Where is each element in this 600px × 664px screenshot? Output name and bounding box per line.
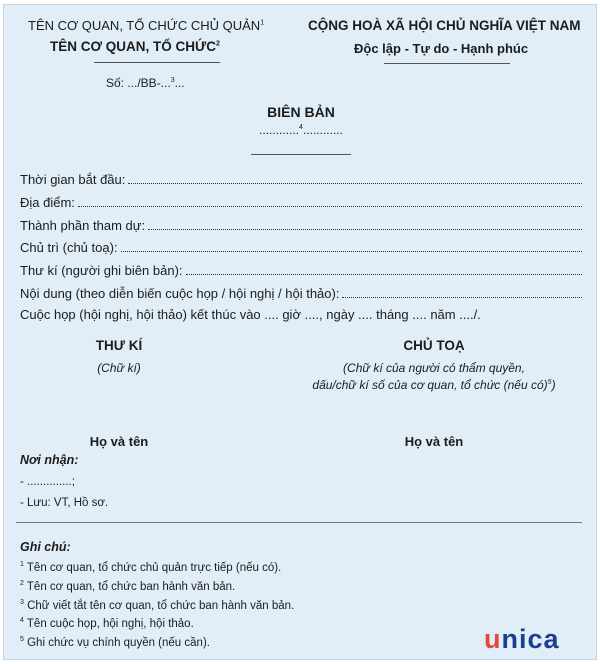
recipient-item: - ..............; bbox=[20, 476, 75, 488]
note-item: $^1$ Tên cơ quan, tổ chức chủ quản trực tiếp (nếu có). bbox=[20, 561, 282, 574]
notes-label: Ghi chú: bbox=[20, 540, 71, 554]
motto-underline bbox=[384, 63, 510, 64]
chair-title: CHỦ TOẠ bbox=[403, 338, 465, 353]
chair-sign-note-1: (Chữ kí của người có thẩm quyền, bbox=[343, 361, 525, 375]
chair-sign-note-2: dấu/chữ kí số của cơ quan, tổ chức (nếu có)$^5$) bbox=[312, 378, 556, 392]
document-title: BIÊN BẢN bbox=[267, 104, 335, 120]
secretary-sign-note: (Chữ kí) bbox=[97, 361, 141, 375]
unica-logo: unica bbox=[484, 624, 560, 654]
recipient-archive: - Lưu: VT, Hồ sơ. bbox=[20, 497, 109, 509]
field-secretary: Thư kí (người ghi biên bản): bbox=[20, 263, 582, 281]
document-number: Số: .../BB-...$^3$... bbox=[106, 76, 185, 90]
document-sheet bbox=[3, 4, 597, 660]
agency-name: TÊN CƠ QUAN, TỔ CHỨC$^2$ bbox=[50, 39, 220, 54]
agency-parent: TÊN CƠ QUAN, TỔ CHỨC CHỦ QUẢN$^1$ bbox=[28, 18, 265, 33]
motto: Độc lập - Tự do - Hạnh phúc bbox=[354, 41, 529, 56]
secretary-name-label: Họ và tên bbox=[89, 434, 149, 449]
chair-name-label: Họ và tên bbox=[404, 434, 464, 449]
recipients-label: Nơi nhận: bbox=[20, 453, 79, 467]
notes-divider bbox=[16, 522, 582, 523]
field-content: Nội dung (theo diễn biến cuộc họp / hội nghị / hội thảo): bbox=[20, 286, 582, 304]
meeting-end-line: Cuộc họp (hội nghị, hội thảo) kết thúc vào .... giờ ...., ngày .... tháng .... năm ..../. bbox=[20, 307, 481, 322]
field-participants: Thành phần tham dự: bbox=[20, 218, 582, 236]
country-name: CỘNG HOÀ XÃ HỘI CHỦ NGHĨA VIỆT NAM bbox=[308, 18, 581, 33]
field-location: Địa điểm: bbox=[20, 195, 582, 213]
agency-underline bbox=[94, 62, 220, 63]
document-subtitle: ............$^4$............ bbox=[259, 123, 343, 137]
note-item: $^3$ Chữ viết tắt tên cơ quan, tổ chức ban hành văn bản. bbox=[20, 599, 295, 612]
note-item: $^5$ Ghi chức vụ chính quyền (nếu cần). bbox=[20, 636, 210, 649]
secretary-title: THƯ KÍ bbox=[95, 338, 143, 353]
note-item: $^4$ Tên cuộc họp, hội nghị, hội thảo. bbox=[20, 617, 194, 630]
field-start-time: Thời gian bắt đầu: bbox=[20, 172, 582, 190]
note-item: $^2$ Tên cơ quan, tổ chức ban hành văn bản. bbox=[20, 580, 236, 593]
field-chair: Chủ trì (chủ toạ): bbox=[20, 240, 582, 258]
title-underline bbox=[251, 154, 351, 155]
